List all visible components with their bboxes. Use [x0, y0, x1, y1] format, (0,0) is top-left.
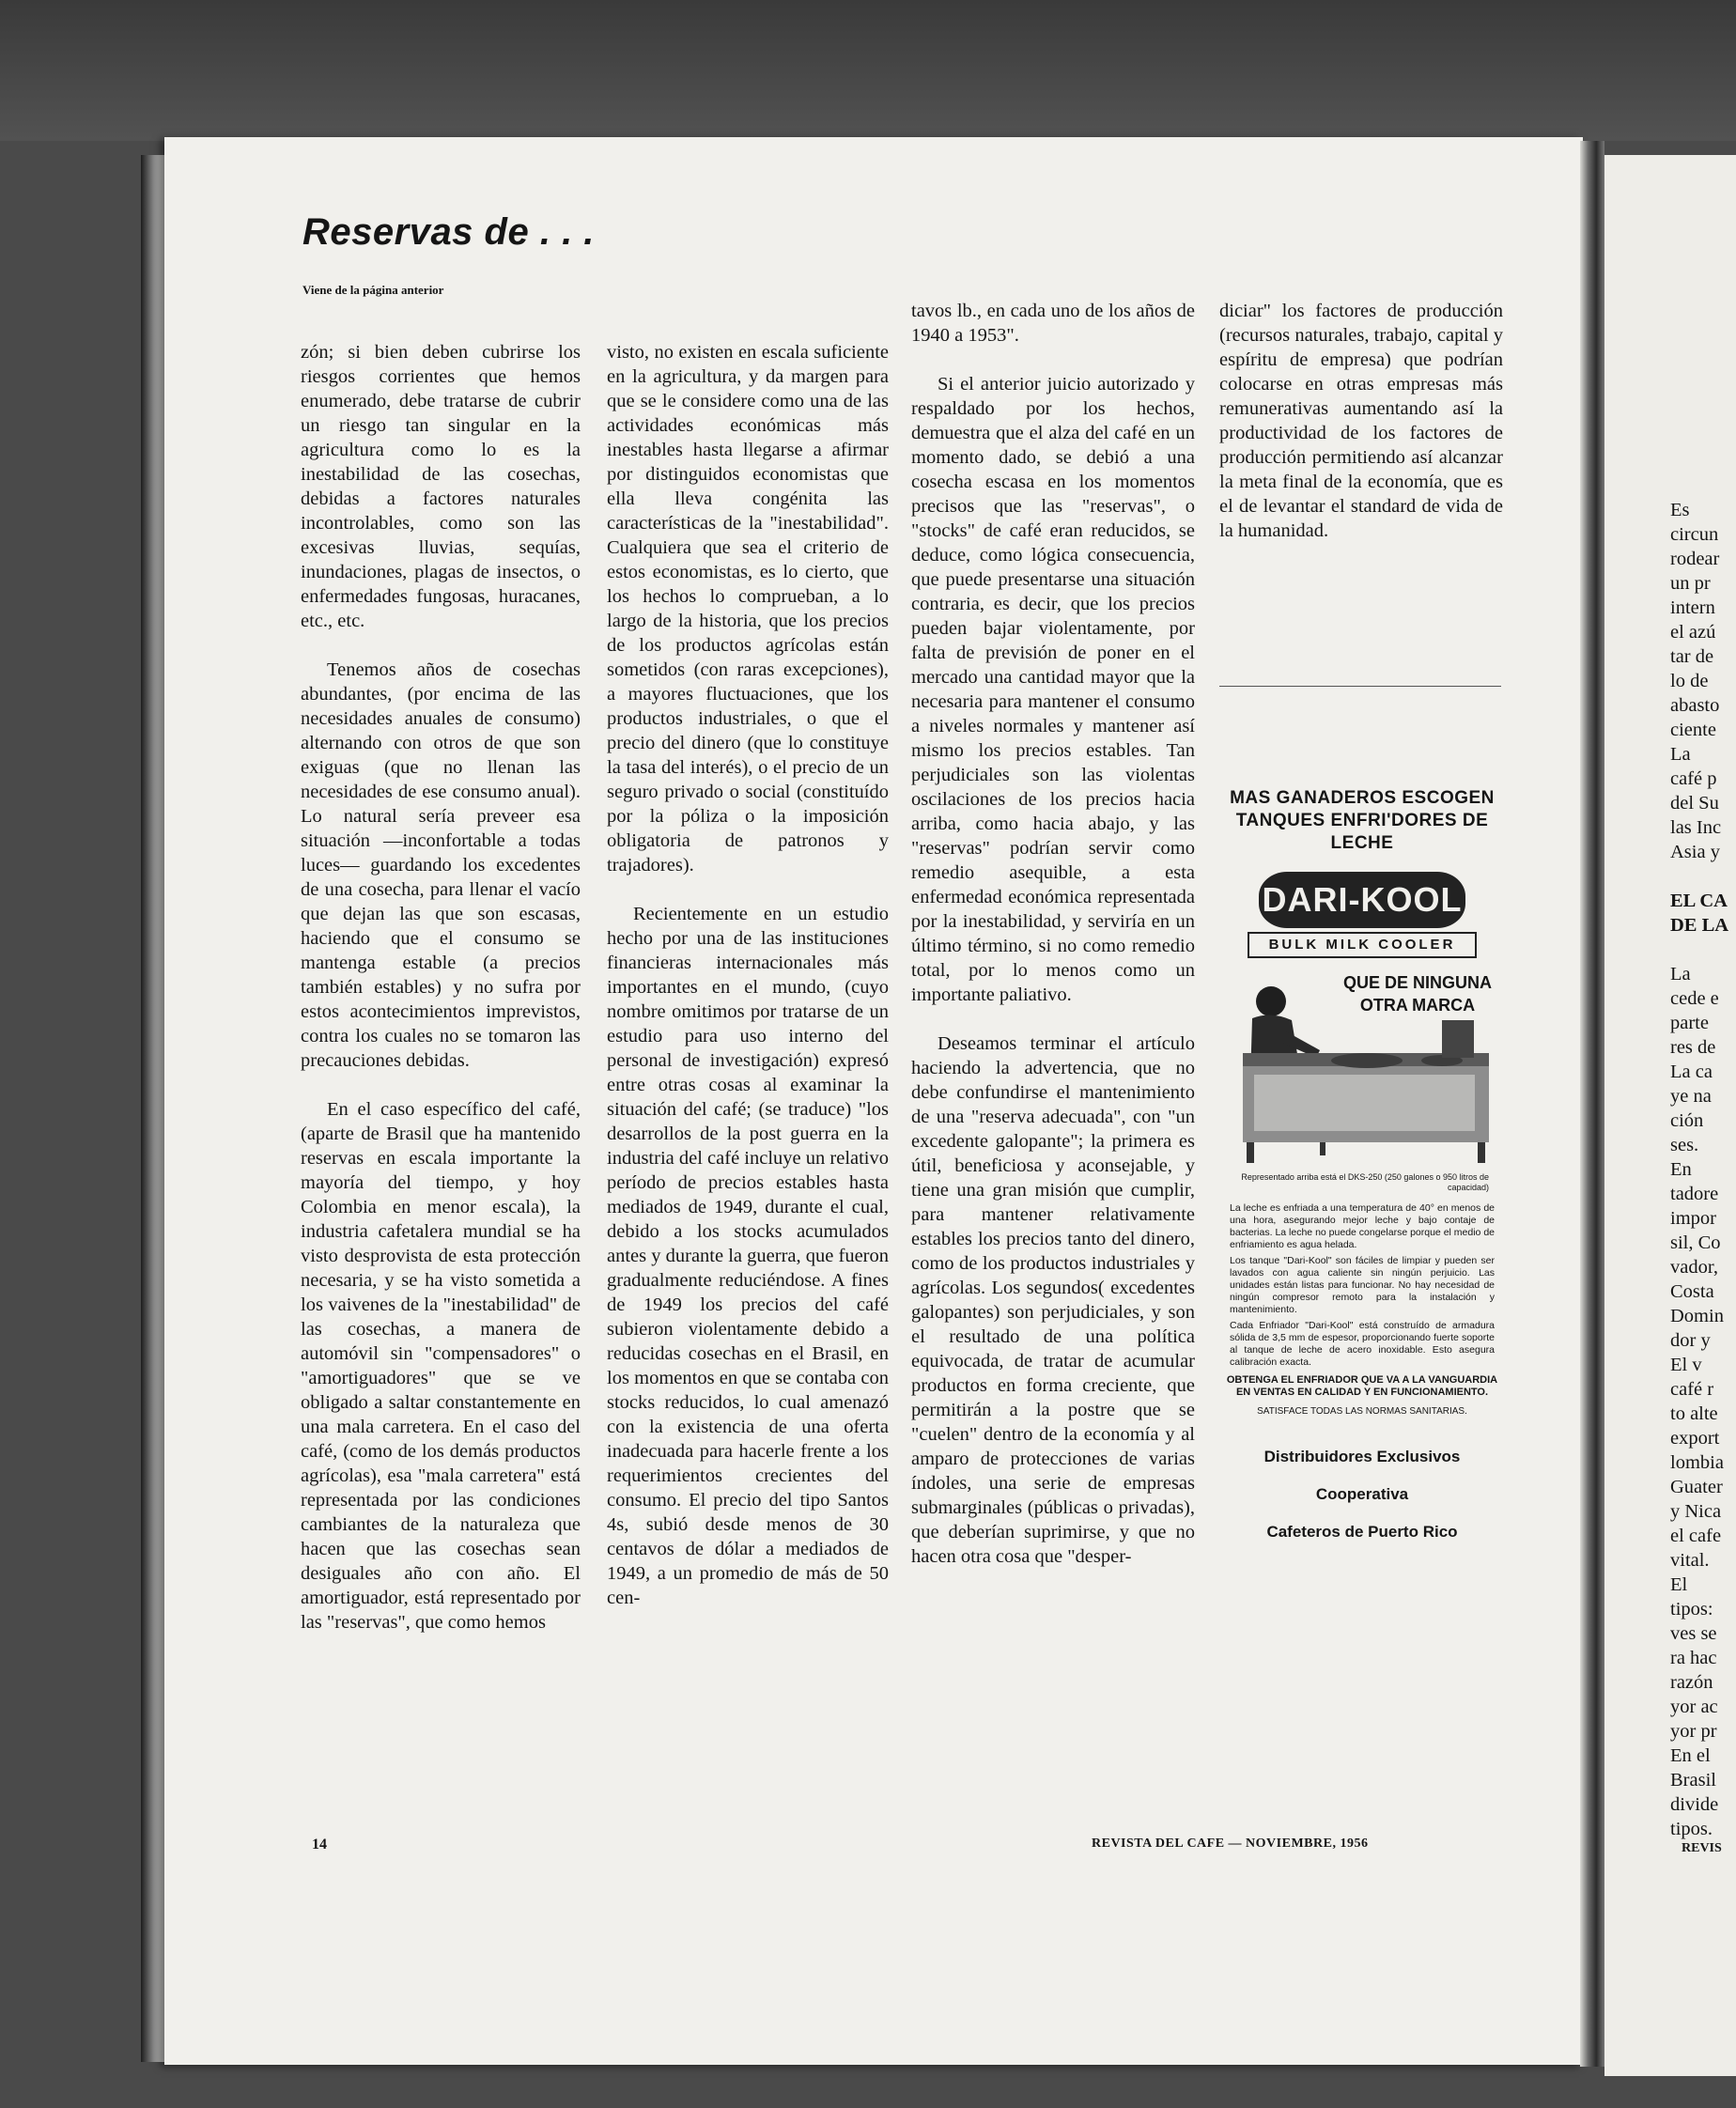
advertisement [1226, 787, 1498, 1755]
facing-page-line: café p [1670, 768, 1717, 789]
facing-page-line: impor [1670, 1208, 1716, 1229]
ad-norms: SATISFACE TODAS LAS NORMAS SANITARIAS. [1257, 1406, 1467, 1417]
paragraph: tavos lb., en cada uno de los años de 1940 a 1953". [911, 301, 1195, 346]
facing-page-line: rodear [1670, 549, 1720, 569]
facing-page-line: Domin [1670, 1306, 1724, 1326]
facing-page-line: ra hac [1670, 1648, 1717, 1668]
facing-page-line: export [1670, 1428, 1720, 1449]
facing-page-line: las Inc [1670, 817, 1722, 838]
article-column-1 [301, 340, 581, 1659]
facing-page-line: ye na [1670, 1086, 1712, 1107]
facing-page-line: circun [1670, 524, 1719, 545]
facing-page-line: La ca [1670, 1062, 1713, 1082]
distributor-line: Cafeteros de Puerto Rico [1266, 1523, 1458, 1541]
paragraph: Si el anterior juicio autorizado y respaldado por los hechos, demuestra que el alza del café en un momento dado, se debió a una cosecha escasa en los momentos precisos que las "reservas", o "stocks" de café eran reducidos, se deduce, como lógica consecuencia, que puede presentarse una situación contraria, es decir, que los precios pueden bajar violentamente, por falta de previsión de poner en el mercado una cantidad mayor que la necesaria para mantener el consumo a niveles normales y mantener así mismo los precios estables. Tan perjudiciales son las violentas oscilaciones de los precios hacia arriba, como hacia abajo, y las "reservas" podrían servir como remedio asequible, a esta enfermedad económica representada por la inestabilidad, y serviría en un último término, si no como remedio total, por lo menos como un importante paliativo. [911, 374, 1195, 1005]
facing-page-line: En el [1670, 1745, 1711, 1766]
product-photo [1226, 964, 1498, 1170]
facing-page-line: del Su [1670, 793, 1719, 814]
publication-footer: REVISTA DEL CAFE — NOVIEMBRE, 1956 [1092, 1837, 1369, 1851]
facing-page-line: Costa [1670, 1281, 1714, 1302]
facing-page-line: La [1670, 964, 1691, 984]
facing-page-line: DE LA [1670, 915, 1729, 936]
continued-note: Viene de la página anterior [302, 283, 444, 297]
paragraph: Deseamos terminar el artículo haciendo la advertencia, que no debe confundirse el mantenimiento de una "reserva adecuada", con "un excedente galopante"; la primera es útil, beneficiosa y aconsejable, y tiene una gran misión que cumplir, para mantener relativamente estables los precios tanto del dinero, como de los productos industriales y agrícolas. Los segundos( excedentes galopantes) son perjudiciales, y son el resultado de una política equivocada, de tratar de acumular productos en forma creciente, que permitirán a la postre que se "cuelen" dentro de la economía y al amparo de protecciones de varias índoles, una serie de empresas submarginales (públicas o privadas), que deberían suprimirse, y que no hacen otra cosa que "desper- [911, 1033, 1195, 1567]
facing-page-line: sil, Co [1670, 1232, 1721, 1253]
facing-page-line: tadore [1670, 1184, 1719, 1204]
facing-page-line: res de [1670, 1037, 1716, 1058]
product-caption: Representado arriba está el DKS-250 (250 galones o 950 litros de capacidad) [1241, 1172, 1489, 1192]
facing-page-line: lombia [1670, 1452, 1724, 1473]
facing-page-line: y Nica [1670, 1501, 1722, 1522]
page-number: 14 [312, 1837, 327, 1852]
ad-body [1230, 1202, 1495, 1369]
facing-page-line: EL CA [1670, 891, 1728, 911]
facing-page-line: Guater [1670, 1477, 1723, 1497]
distributor-line: Cooperativa [1315, 1485, 1409, 1503]
facing-page-line: un pr [1670, 573, 1711, 594]
facing-page-footer: REVIS [1682, 1841, 1722, 1855]
facing-page-line: vital. [1670, 1550, 1710, 1571]
facing-page-line: Asia y [1670, 842, 1720, 862]
facing-page-line: yor pr [1670, 1721, 1717, 1742]
article-column-3 [911, 299, 1195, 1593]
facing-page-line: En [1670, 1159, 1692, 1180]
facing-page-line: café r [1670, 1379, 1714, 1400]
facing-page-line: vador, [1670, 1257, 1718, 1278]
facing-page-line: razón [1670, 1672, 1713, 1693]
ad-paragraph: La leche es enfriada a una temperatura de 40° en menos de una hora, asegurando mejor leche y bajo contaje de bacterias. La leche no puede congelarse porque el medio de enfriamiento es agua helada. [1230, 1202, 1495, 1250]
facing-page-line: abasto [1670, 695, 1720, 716]
facing-page-line: tar de [1670, 646, 1714, 667]
facing-page-line: tipos: [1670, 1599, 1713, 1620]
facing-page-line: La [1670, 744, 1691, 765]
facing-page-line: ses. [1670, 1135, 1699, 1155]
paragraph: visto, no existen en escala suficiente en la agricultura, y da margen para que se le considere como una de las actividades económicas más inestables hasta llegarse a afirmar por distinguidos economistas que ella lleva congénita las características de la "inestabilidad". Cualquiera que sea el criterio de estos economistas, es lo cierto, que los hechos lo comprueban, a lo largo de la historia, que los precios de los productos agrícolas están sometidos (con raras excepciones), a mayores fluctuaciones, que los productos industriales, o que el precio del dinero (que lo constituye la tasa del interés), o el precio de un seguro privado o social (constituído por la póliza o la imposición obligatoria de patronos y trajadores). [607, 342, 889, 876]
paragraph: Recientemente en un estudio hecho por una de las instituciones financieras internacionales más importantes en el mundo, (cuyo nombre omitimos por tratarse de un estudio para uso interno del personal de investigación) expresó entre otras cosas al examinar la situación del café; (se traduce) "los desarrollos de la post guerra en la industria del café incluye un relativo período de precios estables hasta mediados de 1949, durante el cual, debido a los stocks acumulados antes y durante la guerra, que fueron gradualmente reduciéndose. A fines de 1949 los precios del café subieron violentamente debido a reducidas cosechas en el Brasil, en los momentos en que se contaba con stocks reducidos, lo cual amenazó con la existencia de una oferta inadecuada para hacerle frente a los requerimientos crecientes del consumo. El precio del tipo Santos 4s, subió desde menos de 30 centavos de dólar a mediados de 1949, a un promedio de más de 50 cen- [607, 904, 889, 1608]
ad-paragraph: Los tanque "Dari-Kool" son fáciles de limpiar y pueden ser lavados con agua caliente sin ningún perjuicio. Las unidades están listas para funcionar. No hay necesidad de ningún compresor remoto para la instalación y mantenimiento. [1230, 1255, 1495, 1315]
distributor-block [1226, 1438, 1498, 1551]
facing-page-line: yor ac [1670, 1697, 1718, 1717]
facing-page-line: tipos. [1670, 1819, 1713, 1839]
brand-tagline: BULK MILK COOLER [1248, 932, 1477, 958]
facing-page-line: to alte [1670, 1403, 1718, 1424]
facing-page-line: Es [1670, 500, 1690, 520]
facing-page-line: El [1670, 1574, 1688, 1595]
facing-page-line: parte [1670, 1013, 1709, 1033]
facing-page-line: ción [1670, 1110, 1704, 1131]
facing-page-line: ves se [1670, 1623, 1717, 1644]
ad-paragraph: Cada Enfriador "Dari-Kool" está construído de armadura sólida de 3,5 mm de espesor, proporcionando fuerte soporte al tanque de leche de acero inoxidable. Esto asegura calibración exacta. [1230, 1320, 1495, 1368]
facing-page-line: lo de [1670, 671, 1709, 691]
facing-page-line: El v [1670, 1355, 1702, 1375]
facing-page-line: ciente [1670, 720, 1716, 740]
article-title: Reservas de . . . [302, 211, 595, 253]
facing-page-line: cede e [1670, 988, 1719, 1009]
brand-logo: DARI-KOOL [1259, 872, 1465, 928]
ad-call-to-action: OBTENGA EL ENFRIADOR QUE VA A LA VANGUARDIA EN VENTAS EN CALIDAD Y EN FUNCIONAMIENTO. [1226, 1374, 1498, 1398]
paragraph: En el caso específico del café, (aparte de Brasil que ha mantenido reservas en escala importante la mayoría del tiempo, y hoy Colombia en menor escala), la industria cafetalera mundial se ha visto desprovista de esta protección necesaria, y se ha visto sometida a los vaivenes de la "inestabilidad" de las cosechas, a manera de automóvil sin "compensadores" o "amortiguadores" que se ve obligado a saltar constantemente en una mala carretera. En el caso del café, (como de los demás productos agrícolas), esa "mala carretera" está representada por las condiciones cambiantes de la naturaleza que hacen que las cosechas sean desiguales año con año. El amortiguador, está representado por las "reservas", que como hemos [301, 1099, 581, 1633]
divider [1219, 686, 1501, 687]
background [0, 0, 1736, 141]
facing-page-line: Brasil [1670, 1770, 1716, 1790]
ad-subhead: QUE DE NINGUNA OTRA MARCA [1342, 973, 1492, 1015]
facing-page-line: el azú [1670, 622, 1716, 643]
paragraph: zón; si bien deben cubrirse los riesgos corrientes que hemos enumerado, debe tratarse de cubrir un riesgo tan singular en la agricultura como lo es la inestabilidad de las cosechas, debidas a factores naturales incontrolables, como son las excesivas lluvias, sequías, inundaciones, plagas de insectos, o enfermedades fungosas, huracanes, etc., etc. [301, 342, 581, 631]
paragraph: Tenemos años de cosechas abundantes, (por encima de las necesidades anuales de consumo) alternando con otros de que son exiguas (que no llenan las necesidades de ese consumo anual). Lo natural sería preveer esa situación —inconfortable a todas luces— guardando los excedentes de una cosecha, para llenar el vacío que dejan las que son escasas, haciendo que el consumo se mantenga estable (a precios también estables) y no sufra por estos acontecimientos imprevistos, contra los cuales no se tomaron las precauciones debidas. [301, 659, 581, 1071]
facing-page-line: divide [1670, 1794, 1719, 1815]
facing-page-line: dor y [1670, 1330, 1711, 1351]
paragraph: diciar" los factores de producción (recursos naturales, trabajo, capital y espíritu de empresa) que podrían colocarse en otras empresas más remunerativas aumentando así la productividad de los factores de producción permitiendo así alcanzar la meta final de la economía, que es el de levantar el standard de vida de la humanidad. [1219, 301, 1503, 541]
article-column-4 [1219, 299, 1503, 567]
page-edge [141, 155, 167, 2062]
binding-gutter [1580, 141, 1604, 2067]
ad-headline: MAS GANADEROS ESCOGEN TANQUES ENFRI'DORES DE LECHE [1230, 788, 1495, 853]
facing-page-line: intern [1670, 597, 1715, 618]
article-column-2 [607, 340, 889, 1635]
facing-page-line: el cafe [1670, 1526, 1722, 1546]
distributor-line: Distribuidores Exclusivos [1263, 1448, 1461, 1465]
